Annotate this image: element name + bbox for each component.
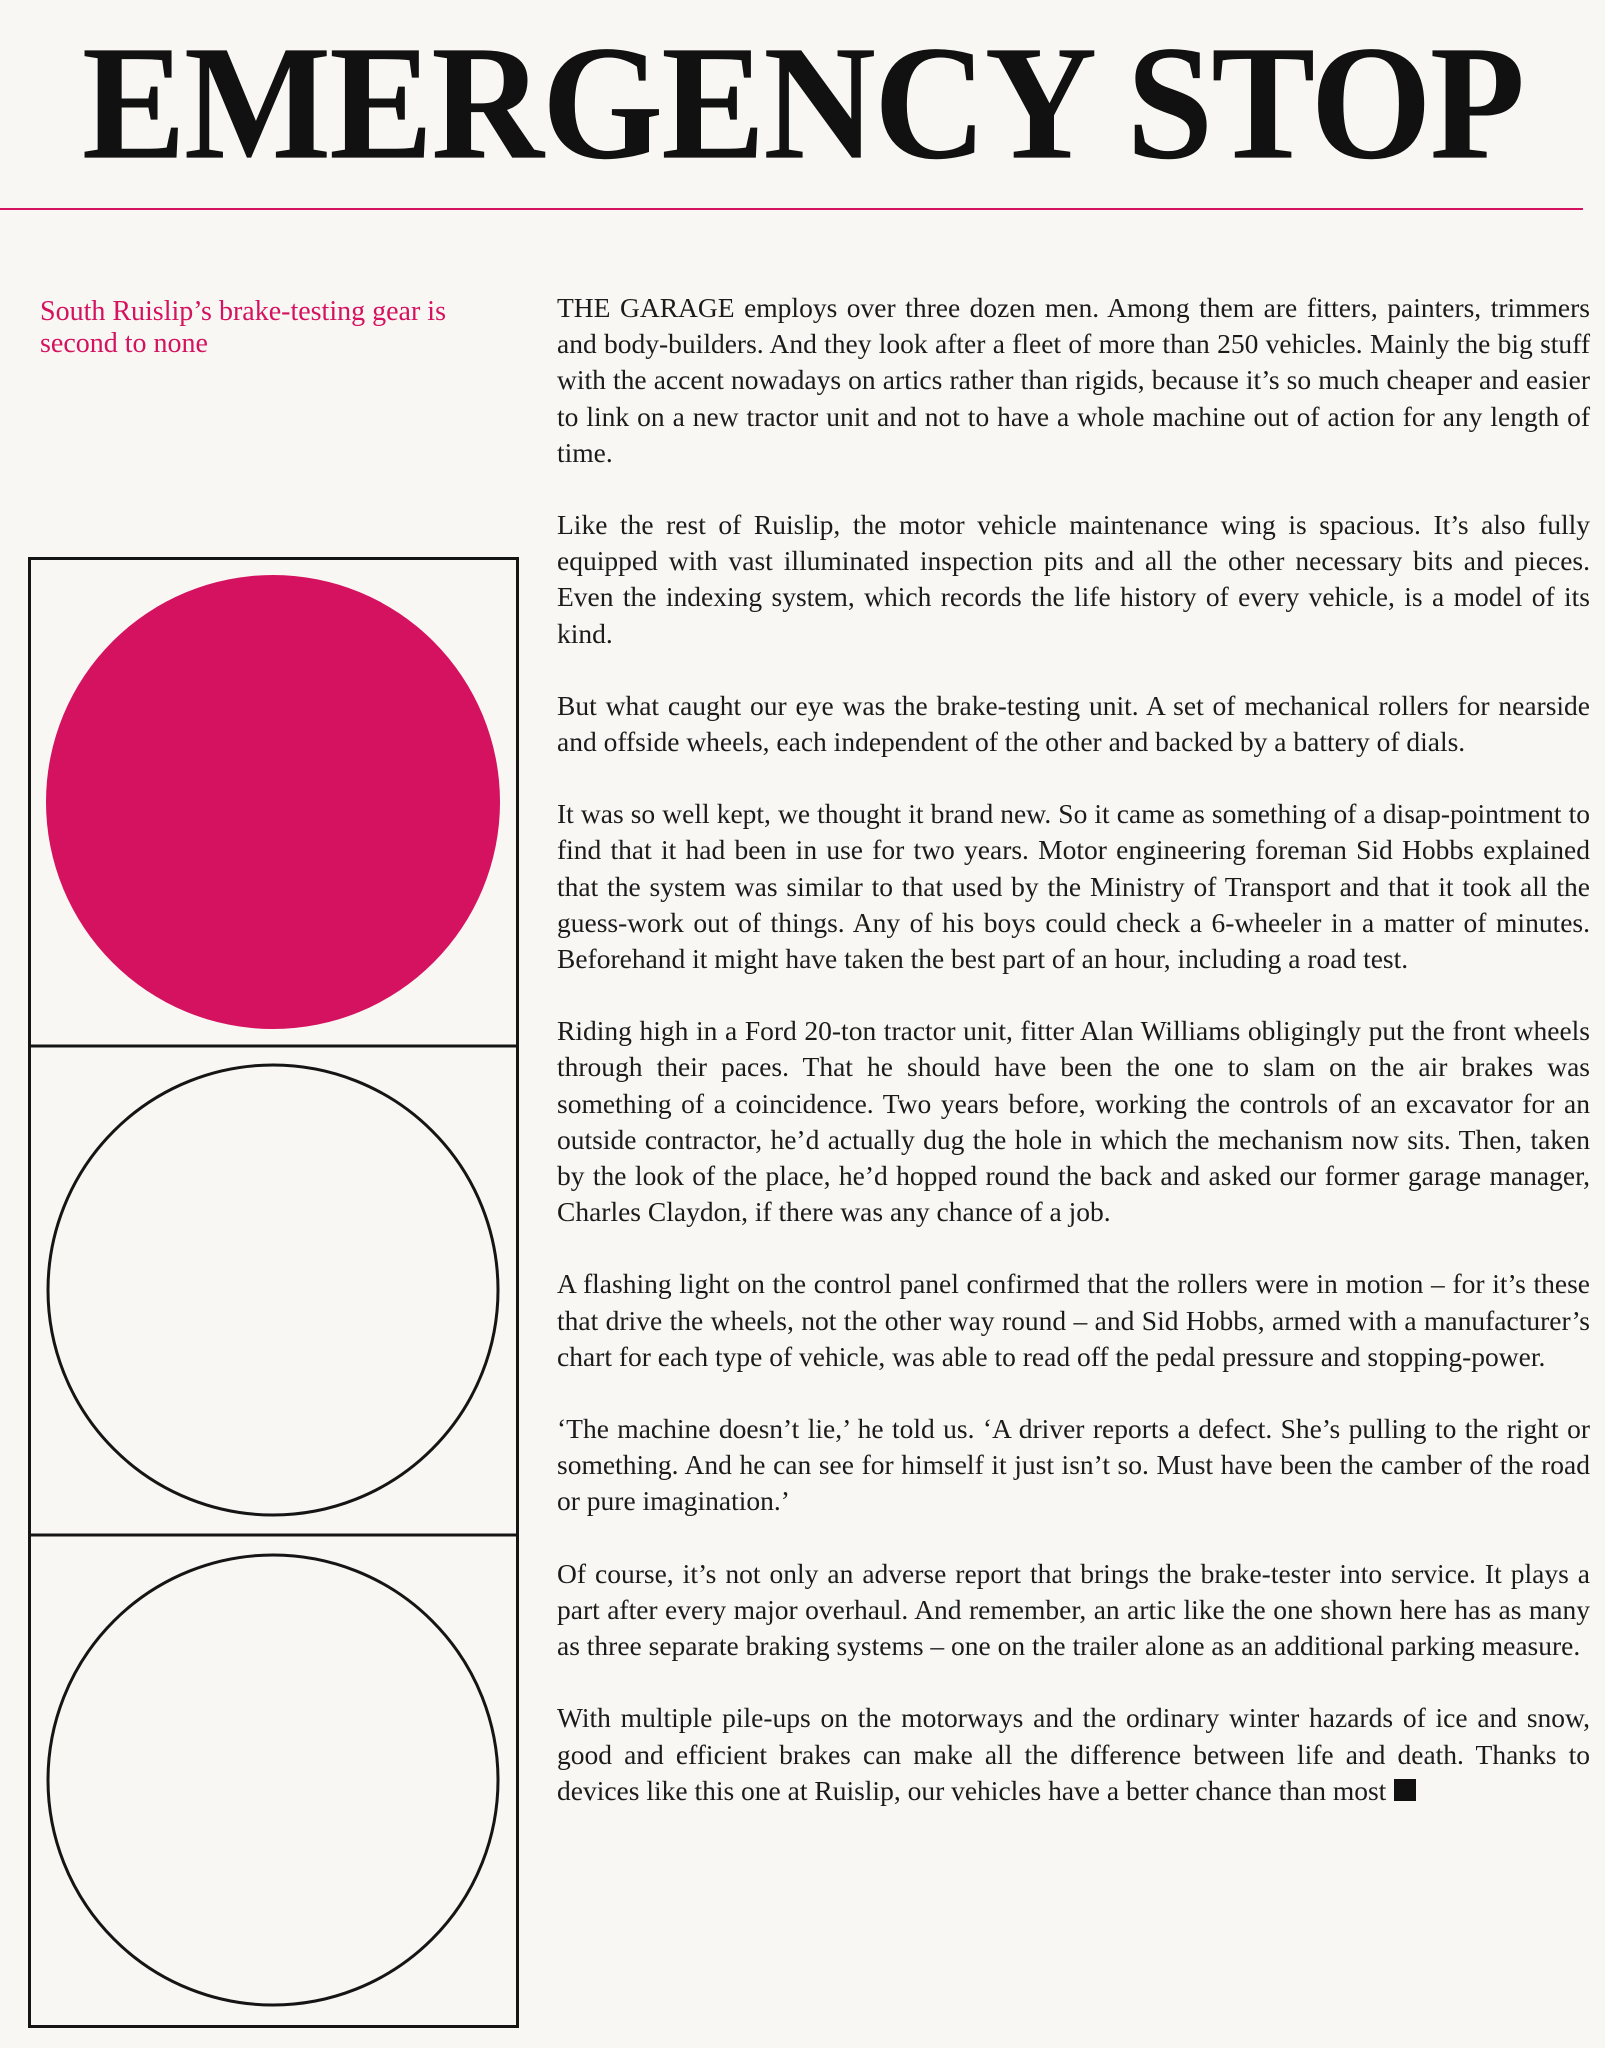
paragraph-6: A flashing light on the control panel confirmed that the rollers were in motion – for it’s these that drive the wheels, not the other way round – and Sid Hobbs, armed with a manufacturer’s chart for each type of vehicle, was able to read off the pedal pressure and stopping-power. <box>557 1268 1590 1372</box>
green-lamp-icon <box>48 1555 498 2005</box>
end-mark-icon <box>1394 1779 1416 1801</box>
article-body <box>557 290 1590 1809</box>
subheading: South Ruislip’s brake-testing gear is second to none <box>40 296 446 359</box>
paragraph-9-text: With multiple pile-ups on the motorways and the ordinary winter hazards of ice and snow, good and efficient brakes can make all the difference between life and death. Thanks to devices like this one at Ruislip, our vehicles have a better chance than most <box>557 1702 1590 1806</box>
title-rule <box>0 208 1583 210</box>
paragraph-9 <box>557 1700 1590 1809</box>
traffic-light-icon <box>28 557 519 2028</box>
amber-lamp-icon <box>48 1065 498 1515</box>
paragraph-8: Of course, it’s not only an adverse report that brings the brake-tester into service. It plays a part after every major overhaul. And remember, an artic like the one shown here has as many as three separate braking systems – one on the trailer alone as an additional parking measure. <box>557 1557 1590 1662</box>
red-lamp-icon <box>46 575 500 1029</box>
paragraph-7: ‘The machine doesn’t lie,’ he told us. ‘A driver reports a defect. She’s pulling to the right or something. And he can see for himself it just isn’t so. Must have been the camber of the road or pure imagination.’ <box>557 1413 1590 1517</box>
paragraph-2: Like the rest of Ruislip, the motor vehicle maintenance wing is spacious. It’s also fully equipped with vast illuminated inspection pits and all the other necessary bits and pieces. Even the indexing system, which records the life history of every vehicle, is a model of its kind. <box>557 509 1590 649</box>
page-title: EMERGENCY STOP <box>81 11 1524 194</box>
paragraph-5: Riding high in a Ford 20-ton tractor unit, fitter Alan Williams obligingly put the front wheels through their paces. That he should have been the one to slam on the air brakes was something of a coincidence. Two years before, working the controls of an excavator for an outside contractor, he’d actually dug the hole in which the mechanism now sits. Then, taken by the look of the place, he’d hopped round the back and asked our former garage manager, Charles Claydon, if there was any chance of a job. <box>557 1015 1590 1228</box>
paragraph-4: It was so well kept, we thought it brand new. So it came as something of a disap-pointment to find that it had been in use for two years. Motor engineering foreman Sid Hobbs explained that the system was similar to that used by the Ministry of Transport and that it took all the guess-work out of things. Any of his boys could check a 6-wheeler in a matter of minutes. Beforehand it might have taken the best part of an hour, including a road test. <box>557 798 1590 975</box>
paragraph-3: But what caught our eye was the brake-testing unit. A set of mechanical rollers for nearside and offside wheels, each independent of the other and backed by a battery of dials. <box>557 689 1590 758</box>
traffic-light-illustration <box>28 557 519 2028</box>
paragraph-1: THE GARAGE employs over three dozen men. Among them are fitters, painters, trimmers and body-builders. And they look after a fleet of more than 250 vehicles. Mainly the big stuff with the accent nowadays on artics rather than rigids, because it’s so much cheaper and easier to link on a new tractor unit and not to have a whole machine out of action for any length of time. <box>557 292 1590 468</box>
